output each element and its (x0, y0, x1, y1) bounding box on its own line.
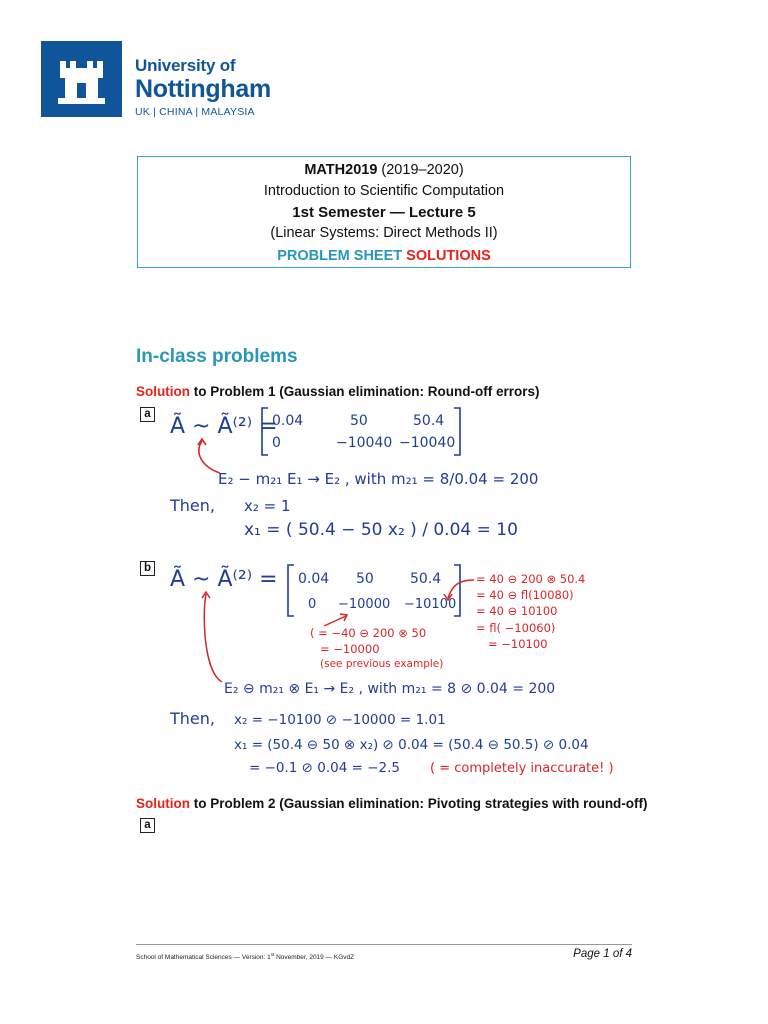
hw-1b-mnote-2: = −10000 (320, 642, 380, 656)
hw-1a-r2c2: −10040 (336, 435, 393, 451)
problem-sheet-label: PROBLEM SHEET (277, 248, 403, 264)
hw-1b-x1: x₁ = (50.4 ⊖ 50 ⊗ x₂) ⊘ 0.04 = (50.4 ⊖ 50.5) ⊘ 0.04 (234, 737, 589, 753)
semester-lecture: 1st Semester — Lecture 5 (292, 204, 476, 221)
logo-line-university-of: University of (135, 56, 236, 75)
hw-1a-r2c1: 0 (272, 435, 281, 451)
hw-1b-rnote-5: = −10100 (488, 637, 548, 651)
part-label-b: b (140, 561, 155, 576)
course-name: Introduction to Scientific Computation (263, 183, 505, 199)
course-code: MATH2019 (304, 162, 378, 178)
problem1-heading (136, 384, 540, 399)
footer-version-post: November, 2019 — KGvdZ (274, 954, 355, 962)
logo-line-campuses: UK | CHINA | MALAYSIA (135, 106, 255, 118)
footer-rule (136, 944, 632, 945)
hw-1a-r2c3: −10040 (399, 435, 456, 451)
hw-1a-lhs: Ã ~ Ã⁽²⁾ = (170, 414, 278, 439)
hw-1a-note: E₂ − m₂₁ E₁ → E₂ , with m₂₁ = 8/0.04 = 200 (218, 470, 539, 488)
footer-version-sup: st (270, 952, 275, 957)
solution-word: Solution (136, 384, 190, 399)
footer-version-pre: School of Mathematical Sciences — Version: 1 (136, 954, 271, 962)
hw-1b-r1c2: 50 (356, 571, 374, 587)
hw-1a-then: Then, (170, 496, 215, 515)
university-logo-crest (41, 41, 122, 117)
hw-1b-r2c3: −10100 (404, 597, 457, 612)
hw-1b-then: Then, (170, 709, 215, 728)
course-line (138, 160, 630, 181)
hw-1a-r1c2: 50 (350, 413, 368, 429)
part-label-2a: a (140, 818, 155, 833)
castle-icon (41, 41, 122, 117)
logo-line-nottingham: Nottingham (135, 75, 271, 103)
hw-1b-x1b: = −0.1 ⊘ 0.04 = −2.5 (249, 760, 401, 776)
hw-1b-mnote-1: ( = −40 ⊖ 200 ⊗ 50 (310, 626, 427, 640)
hw-1a-r1c1: 0.04 (272, 413, 304, 429)
handwritten-solution-1a (158, 403, 622, 545)
problem2-heading (136, 796, 648, 811)
hw-1b-r1c1: 0.04 (298, 571, 330, 587)
hw-1b-inaccurate: ( = completely inaccurate! ) (430, 761, 614, 776)
hw-1b-bracket-left (288, 565, 294, 616)
course-year: (2019–2020) (377, 162, 464, 178)
title-box (137, 156, 631, 268)
problem2-title: to Problem 2 (Gaussian elimination: Pivoting strategies with round-off) (190, 796, 648, 811)
hw-1b-r2c2: −10000 (338, 597, 391, 612)
problem1-title: to Problem 1 (Gaussian elimination: Round-off errors) (190, 384, 540, 399)
university-wordmark (135, 56, 271, 120)
hw-1b-r1c3: 50.4 (410, 571, 442, 587)
hw-1b-rnote-2: = 40 ⊖ fl(10080) (476, 588, 574, 602)
lecture-topic: (Linear Systems: Direct Methods II) (270, 225, 498, 241)
hw-1b-mnote-3: (see previous example) (320, 658, 444, 670)
hw-1b-note: E₂ ⊖ m₂₁ ⊗ E₁ → E₂ , with m₂₁ = 8 ⊘ 0.04 = 200 (224, 681, 556, 697)
hw-1a-arrow (199, 441, 220, 473)
hw-1b-x2: x₂ = −10100 ⊘ −10000 = 1.01 (234, 712, 446, 728)
page-number: Page 1 of 4 (573, 948, 632, 960)
footer-version (136, 952, 354, 961)
hw-1b-r2c1: 0 (308, 597, 317, 612)
solutions-label: SOLUTIONS (406, 248, 491, 264)
sheet-type (138, 246, 630, 267)
hw-1b-rnote-4: = fl( −10060) (476, 621, 556, 635)
handwritten-solution-1b (158, 556, 622, 784)
hw-1b-lhs: Ã ~ Ã⁽²⁾ = (170, 567, 278, 592)
hw-1a-x2: x₂ = 1 (244, 497, 291, 515)
section-title: In-class problems (136, 346, 298, 367)
part-label-a: a (140, 407, 155, 422)
hw-1a-x1: x₁ = ( 50.4 − 50 x₂ ) / 0.04 = 10 (244, 520, 518, 540)
hw-1b-arrow-middle (324, 616, 346, 626)
hw-1b-rnote-1: = 40 ⊖ 200 ⊗ 50.4 (476, 572, 586, 586)
hw-1b-rnote-3: = 40 ⊖ 10100 (476, 604, 558, 618)
solution-word-2: Solution (136, 796, 190, 811)
hw-1b-arrow-left (204, 594, 222, 682)
hw-1a-r1c3: 50.4 (413, 413, 445, 429)
